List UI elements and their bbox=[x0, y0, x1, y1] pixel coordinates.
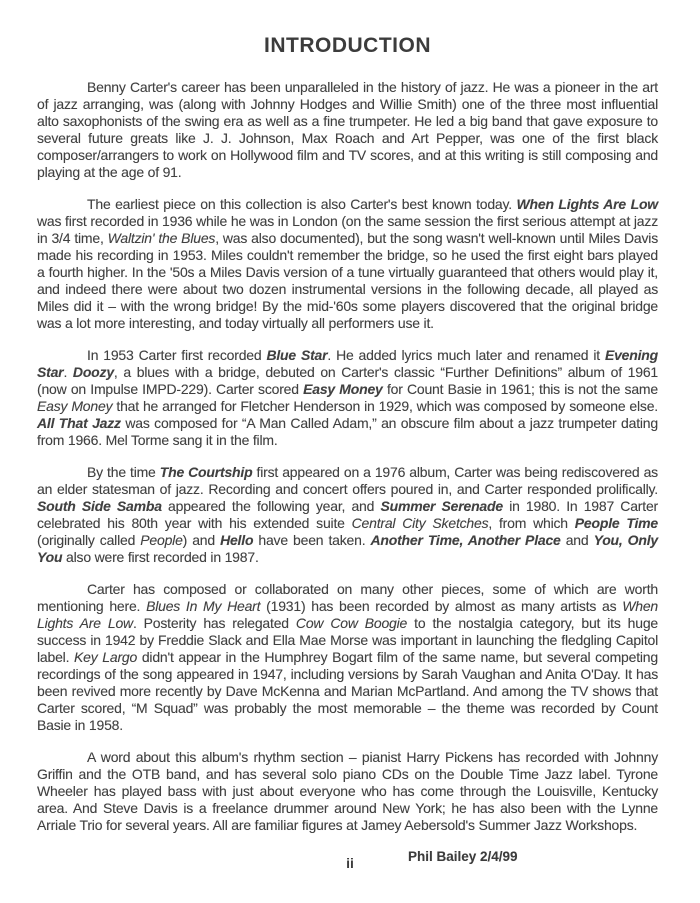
paragraph-benny-carter-career bbox=[37, 79, 658, 181]
text-segment: was first recorded in 1936 while he was in London (on the same session the first serious attempt at jazz in 3/4 time, bbox=[37, 213, 658, 246]
text-segment: Easy Money bbox=[37, 398, 113, 414]
text-segment: (originally called bbox=[37, 532, 141, 548]
text-segment: People Time bbox=[574, 515, 658, 531]
text-segment: was composed for “A Man Called Adam,” an obscure film about a jazz trumpeter dating from 1966. Mel Torme sang it in the film. bbox=[37, 415, 658, 448]
text-segment: Cow Cow Boogie bbox=[295, 615, 408, 631]
text-segment: (1931) has been recorded by almost as many artists as bbox=[260, 598, 623, 614]
text-segment: in 1980. In 1987 Carter celebrated his 80th year with his extended suite bbox=[37, 498, 658, 531]
paragraph-rhythm-section bbox=[37, 749, 658, 834]
text-segment: , from which bbox=[488, 515, 575, 531]
paragraph-blue-star bbox=[37, 347, 658, 449]
text-segment: Doozy bbox=[72, 364, 114, 380]
text-segment: The earliest piece on this collection is also Carter's best known today. bbox=[87, 196, 517, 212]
text-segment: When Lights Are Low bbox=[516, 196, 658, 212]
text-segment: Blue Star bbox=[266, 347, 328, 363]
text-segment: Another Time, Another Place bbox=[370, 532, 561, 548]
text-segment: . bbox=[63, 364, 73, 380]
text-segment: also were first recorded in 1987. bbox=[62, 549, 259, 565]
text-segment: Carter has composed or collaborated on many other pieces, some of which are worth mentioning here. bbox=[37, 581, 658, 614]
text-segment: Summer Serenade bbox=[380, 498, 503, 514]
text-segment: for Count Basie in 1961; this is not the same bbox=[382, 381, 658, 397]
paragraph-other-pieces bbox=[37, 581, 658, 734]
text-segment: have been taken. bbox=[253, 532, 371, 548]
text-segment: first appeared on a 1976 album, Carter was being rediscovered as an elder statesman of jazz. Recording and concert offers poured in, and Carter responded prolifically. bbox=[37, 464, 658, 497]
text-segment: , a blues with a bridge, debuted on Carter's classic “Further Definitions” album of 1961 (now on Impulse IMPD-229). Carter scored bbox=[37, 364, 658, 397]
text-segment: By the time bbox=[87, 464, 160, 480]
text-segment: South Side Samba bbox=[37, 498, 162, 514]
text-segment: Easy Money bbox=[303, 381, 383, 397]
text-segment: ) and bbox=[182, 532, 221, 548]
text-segment: You, Only You bbox=[37, 532, 658, 565]
text-segment: that he arranged for Fletcher Henderson in 1929, which was composed by someone else. bbox=[112, 398, 658, 414]
text-segment: and bbox=[560, 532, 594, 548]
text-segment: When Lights Are Low bbox=[37, 598, 658, 631]
text-segment: Blues In My Heart bbox=[146, 598, 261, 614]
page-title: INTRODUCTION bbox=[264, 34, 431, 57]
text-segment: Central City Sketches bbox=[351, 515, 489, 531]
text-segment: Waltzin' the Blues bbox=[107, 230, 216, 246]
text-segment: . He added lyrics much later and renamed it bbox=[327, 347, 605, 363]
page-number: ii bbox=[346, 855, 354, 871]
text-segment: A word about this album's rhythm section – pianist Harry Pickens has recorded with Johnny Griffin and the OTB band, and has several solo piano CDs on the Double Time Jazz label. Tyrone Wheeler has played bass with just about everyone who has come through the Louisville, Kentucky area. And Steve Davis is a freelance drummer around New York; he has also been with the Lynne Arriale Trio for several years. All are familiar figures at Jamey Aebersold's Summer Jazz Workshops. bbox=[37, 749, 658, 833]
text-segment: to the nostalgia category, but its huge success in 1942 by Freddie Slack and Ella Mae Morse was important in launching the fledgling Capitol label. bbox=[37, 615, 658, 665]
text-segment: , was also documented), but the song wasn't well-known until Miles Davis made his recording in 1953. Miles couldn't remember the bridge, so he used the first eight bars played a fourth higher. In the '50s a Miles Davis version of a tune virtually guaranteed that others would play it, and indeed there were about two dozen instrumental versions in the following decade, all played as Miles did it – with the wrong bridge! By the mid-'60s some players discovered that the original bridge was a lot more interesting, and today virtually all performers use it. bbox=[37, 230, 658, 331]
text-segment: In 1953 Carter first recorded bbox=[87, 347, 267, 363]
text-segment: appeared the following year, and bbox=[161, 498, 381, 514]
author-signature: Phil Bailey 2/4/99 bbox=[408, 849, 518, 864]
text-segment: Evening Star bbox=[37, 347, 658, 380]
paragraph-the-courtship bbox=[37, 464, 658, 566]
text-segment: The Courtship bbox=[159, 464, 253, 480]
text-segment: Hello bbox=[220, 532, 254, 548]
text-segment: All That Jazz bbox=[37, 415, 121, 431]
text-segment: didn't appear in the Humphrey Bogart film of the same name, but several competing recordings of the song appeared in 1947, including versions by Sarah Vaughan and Anita O'Day. It has been revived more recently by Dave McKenna and Marian McPartland. And among the TV shows that Carter scored, “M Squad” was probably the most memorable – the theme was recorded by Count Basie in 1958. bbox=[37, 649, 658, 733]
paragraph-when-lights-are-low bbox=[37, 196, 658, 332]
text-segment: People bbox=[140, 532, 183, 548]
text-segment: . Posterity has relegated bbox=[132, 615, 296, 631]
text-segment: Benny Carter's career has been unparalleled in the history of jazz. He was a pioneer in the art of jazz arranging, was (along with Johnny Hodges and Willie Smith) one of the three most influential alto saxophonists of the swing era as well as a fine trumpeter. He led a big band that gave exposure to several future greats like J. J. Johnson, Max Roach and Art Pepper, was one of the first black composer/arrangers to work on Hollywood film and TV scores, and at this writing is still composing and playing at the age of 91. bbox=[37, 79, 658, 180]
text-segment: Key Largo bbox=[74, 649, 138, 665]
